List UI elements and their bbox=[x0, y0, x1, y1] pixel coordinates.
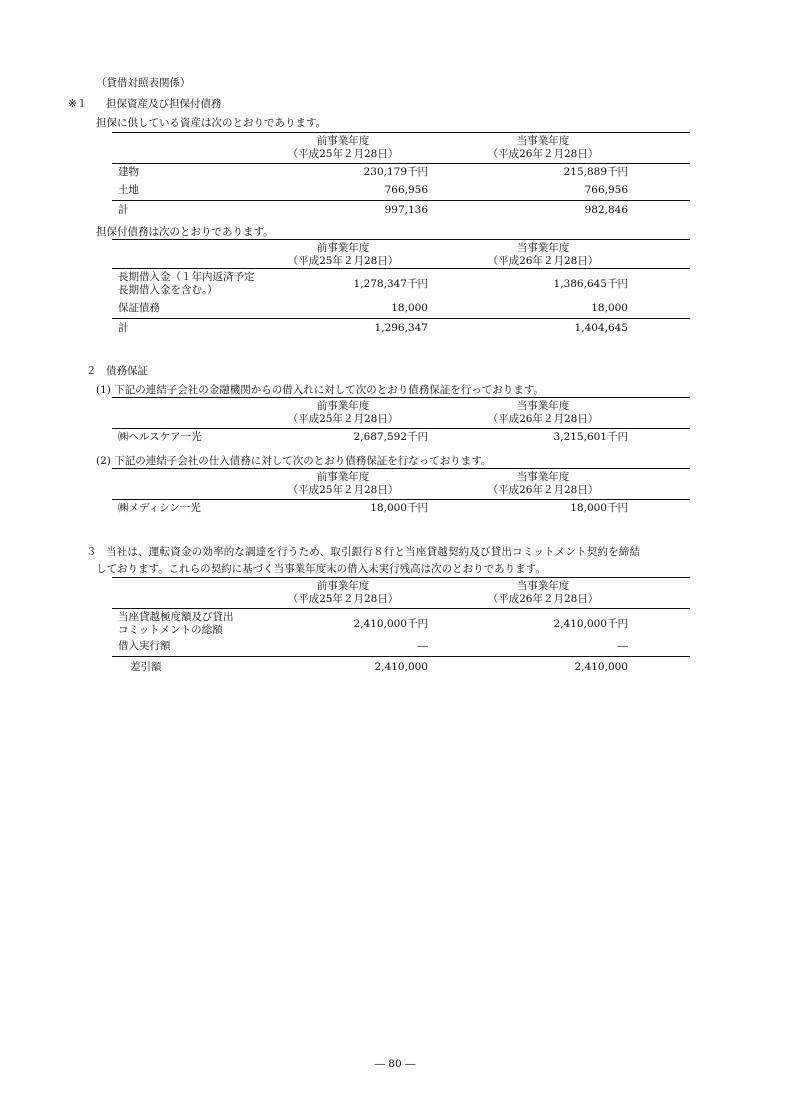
table-row-label-cont: コミットメントの総額 bbox=[118, 624, 223, 636]
header-prev-year: 前事業年度 bbox=[316, 135, 370, 147]
table-row-label: 当座貸越極度額及び貸出 bbox=[118, 611, 234, 623]
table-cell-prev: 1,278,347千円 bbox=[353, 278, 428, 290]
table-cell-curr: ― bbox=[617, 640, 628, 652]
table-cell-curr: 18,000千円 bbox=[570, 502, 628, 514]
header-prev-date: （平成25年２月28日） bbox=[287, 255, 399, 267]
table-cell-prev: 1,296,347 bbox=[374, 322, 428, 334]
table-cell-prev: 18,000千円 bbox=[370, 502, 428, 514]
guarantee-table-1 bbox=[112, 397, 690, 447]
assets-table bbox=[112, 132, 690, 222]
item3-text-line2: しております。これらの契約に基づく当事業年度末の借入未実行残高は次のとおりであります。 bbox=[96, 563, 546, 575]
page-number: ― 80 ― bbox=[374, 1058, 416, 1070]
item3-text-line1: 当社は、運転資金の効率的な調達を行うため、取引銀行８行と当座貸越契約及び貸出コミットメント契約を締結 bbox=[106, 546, 641, 558]
table-row-label: 計 bbox=[118, 204, 129, 216]
table-cell-prev: 18,000 bbox=[391, 302, 428, 314]
table-cell-prev: 2,410,000千円 bbox=[353, 618, 428, 630]
table-row-label: ㈱メディシン一光 bbox=[118, 502, 201, 514]
item1-mark: ※１ bbox=[68, 98, 88, 110]
table-cell-curr: 1,386,645千円 bbox=[553, 278, 628, 290]
section-title: （貸借対照表関係） bbox=[96, 77, 191, 89]
table-cell-prev: 997,136 bbox=[384, 204, 428, 216]
table-cell-curr: 2,410,000 bbox=[574, 661, 628, 673]
header-prev-date: （平成25年２月28日） bbox=[287, 148, 399, 160]
header-prev-year: 前事業年度 bbox=[316, 242, 370, 254]
header-prev-date: （平成25年２月28日） bbox=[287, 593, 399, 605]
table-cell-prev: 766,956 bbox=[384, 184, 428, 196]
header-curr-year: 当事業年度 bbox=[516, 135, 570, 147]
table-row-label: 保証債務 bbox=[118, 302, 160, 314]
debts-intro: 担保付債務は次のとおりであります。 bbox=[96, 226, 274, 238]
item3-mark: ３ bbox=[86, 546, 97, 558]
header-prev-year: 前事業年度 bbox=[316, 400, 370, 412]
table-cell-prev: 230,179千円 bbox=[363, 166, 428, 178]
table-row-label: ㈱ヘルスケア一光 bbox=[118, 431, 202, 443]
item2-mark: ２ bbox=[86, 365, 97, 377]
table-cell-curr: 2,410,000千円 bbox=[553, 618, 628, 630]
header-curr-date: （平成26年２月28日） bbox=[487, 148, 599, 160]
debts-table bbox=[112, 239, 690, 339]
table-row-label: 長期借入金（１年内返済予定 bbox=[118, 271, 255, 283]
table-row-label: 建物 bbox=[118, 166, 139, 178]
guarantee-sub1-text: (1) 下記の連結子会社の金融機関からの借入れに対して次のとおり債務保証を行っております。 bbox=[96, 384, 544, 396]
header-prev-year: 前事業年度 bbox=[316, 471, 370, 483]
item1-title: 担保資産及び担保付債務 bbox=[106, 98, 222, 110]
table-row-label: 土地 bbox=[118, 184, 139, 196]
table-row-label-cont: 長期借入金を含む。） bbox=[118, 284, 218, 296]
guarantee-table-2 bbox=[112, 468, 690, 518]
header-prev-year: 前事業年度 bbox=[316, 580, 370, 592]
header-curr-date: （平成26年２月28日） bbox=[487, 484, 599, 496]
header-curr-date: （平成26年２月28日） bbox=[487, 413, 599, 425]
item2-title: 債務保証 bbox=[106, 365, 148, 377]
table-cell-curr: 18,000 bbox=[591, 302, 628, 314]
assets-intro: 担保に供している資産は次のとおりであります。 bbox=[96, 117, 327, 129]
table-cell-curr: 3,215,601千円 bbox=[553, 431, 628, 443]
table-cell-curr: 982,846 bbox=[584, 204, 628, 216]
table-row-label: 借入実行額 bbox=[118, 640, 171, 652]
header-curr-date: （平成26年２月28日） bbox=[487, 593, 599, 605]
header-curr-year: 当事業年度 bbox=[516, 471, 570, 483]
table-cell-prev: 2,410,000 bbox=[374, 661, 428, 673]
table-row-label: 計 bbox=[118, 322, 129, 334]
commitment-table bbox=[112, 577, 690, 677]
table-cell-prev: ― bbox=[417, 640, 428, 652]
header-curr-year: 当事業年度 bbox=[516, 400, 570, 412]
header-prev-date: （平成25年２月28日） bbox=[287, 413, 399, 425]
header-curr-year: 当事業年度 bbox=[516, 242, 570, 254]
table-cell-curr: 1,404,645 bbox=[574, 322, 628, 334]
table-row-label: 差引額 bbox=[130, 661, 162, 673]
table-cell-prev: 2,687,592千円 bbox=[353, 431, 428, 443]
header-curr-date: （平成26年２月28日） bbox=[487, 255, 599, 267]
table-cell-curr: 215,889千円 bbox=[563, 166, 628, 178]
header-prev-date: （平成25年２月28日） bbox=[287, 484, 399, 496]
header-curr-year: 当事業年度 bbox=[516, 580, 570, 592]
table-cell-curr: 766,956 bbox=[584, 184, 628, 196]
guarantee-sub2-text: (2) 下記の連結子会社の仕入債務に対して次のとおり債務保証を行なっております。 bbox=[96, 455, 492, 467]
